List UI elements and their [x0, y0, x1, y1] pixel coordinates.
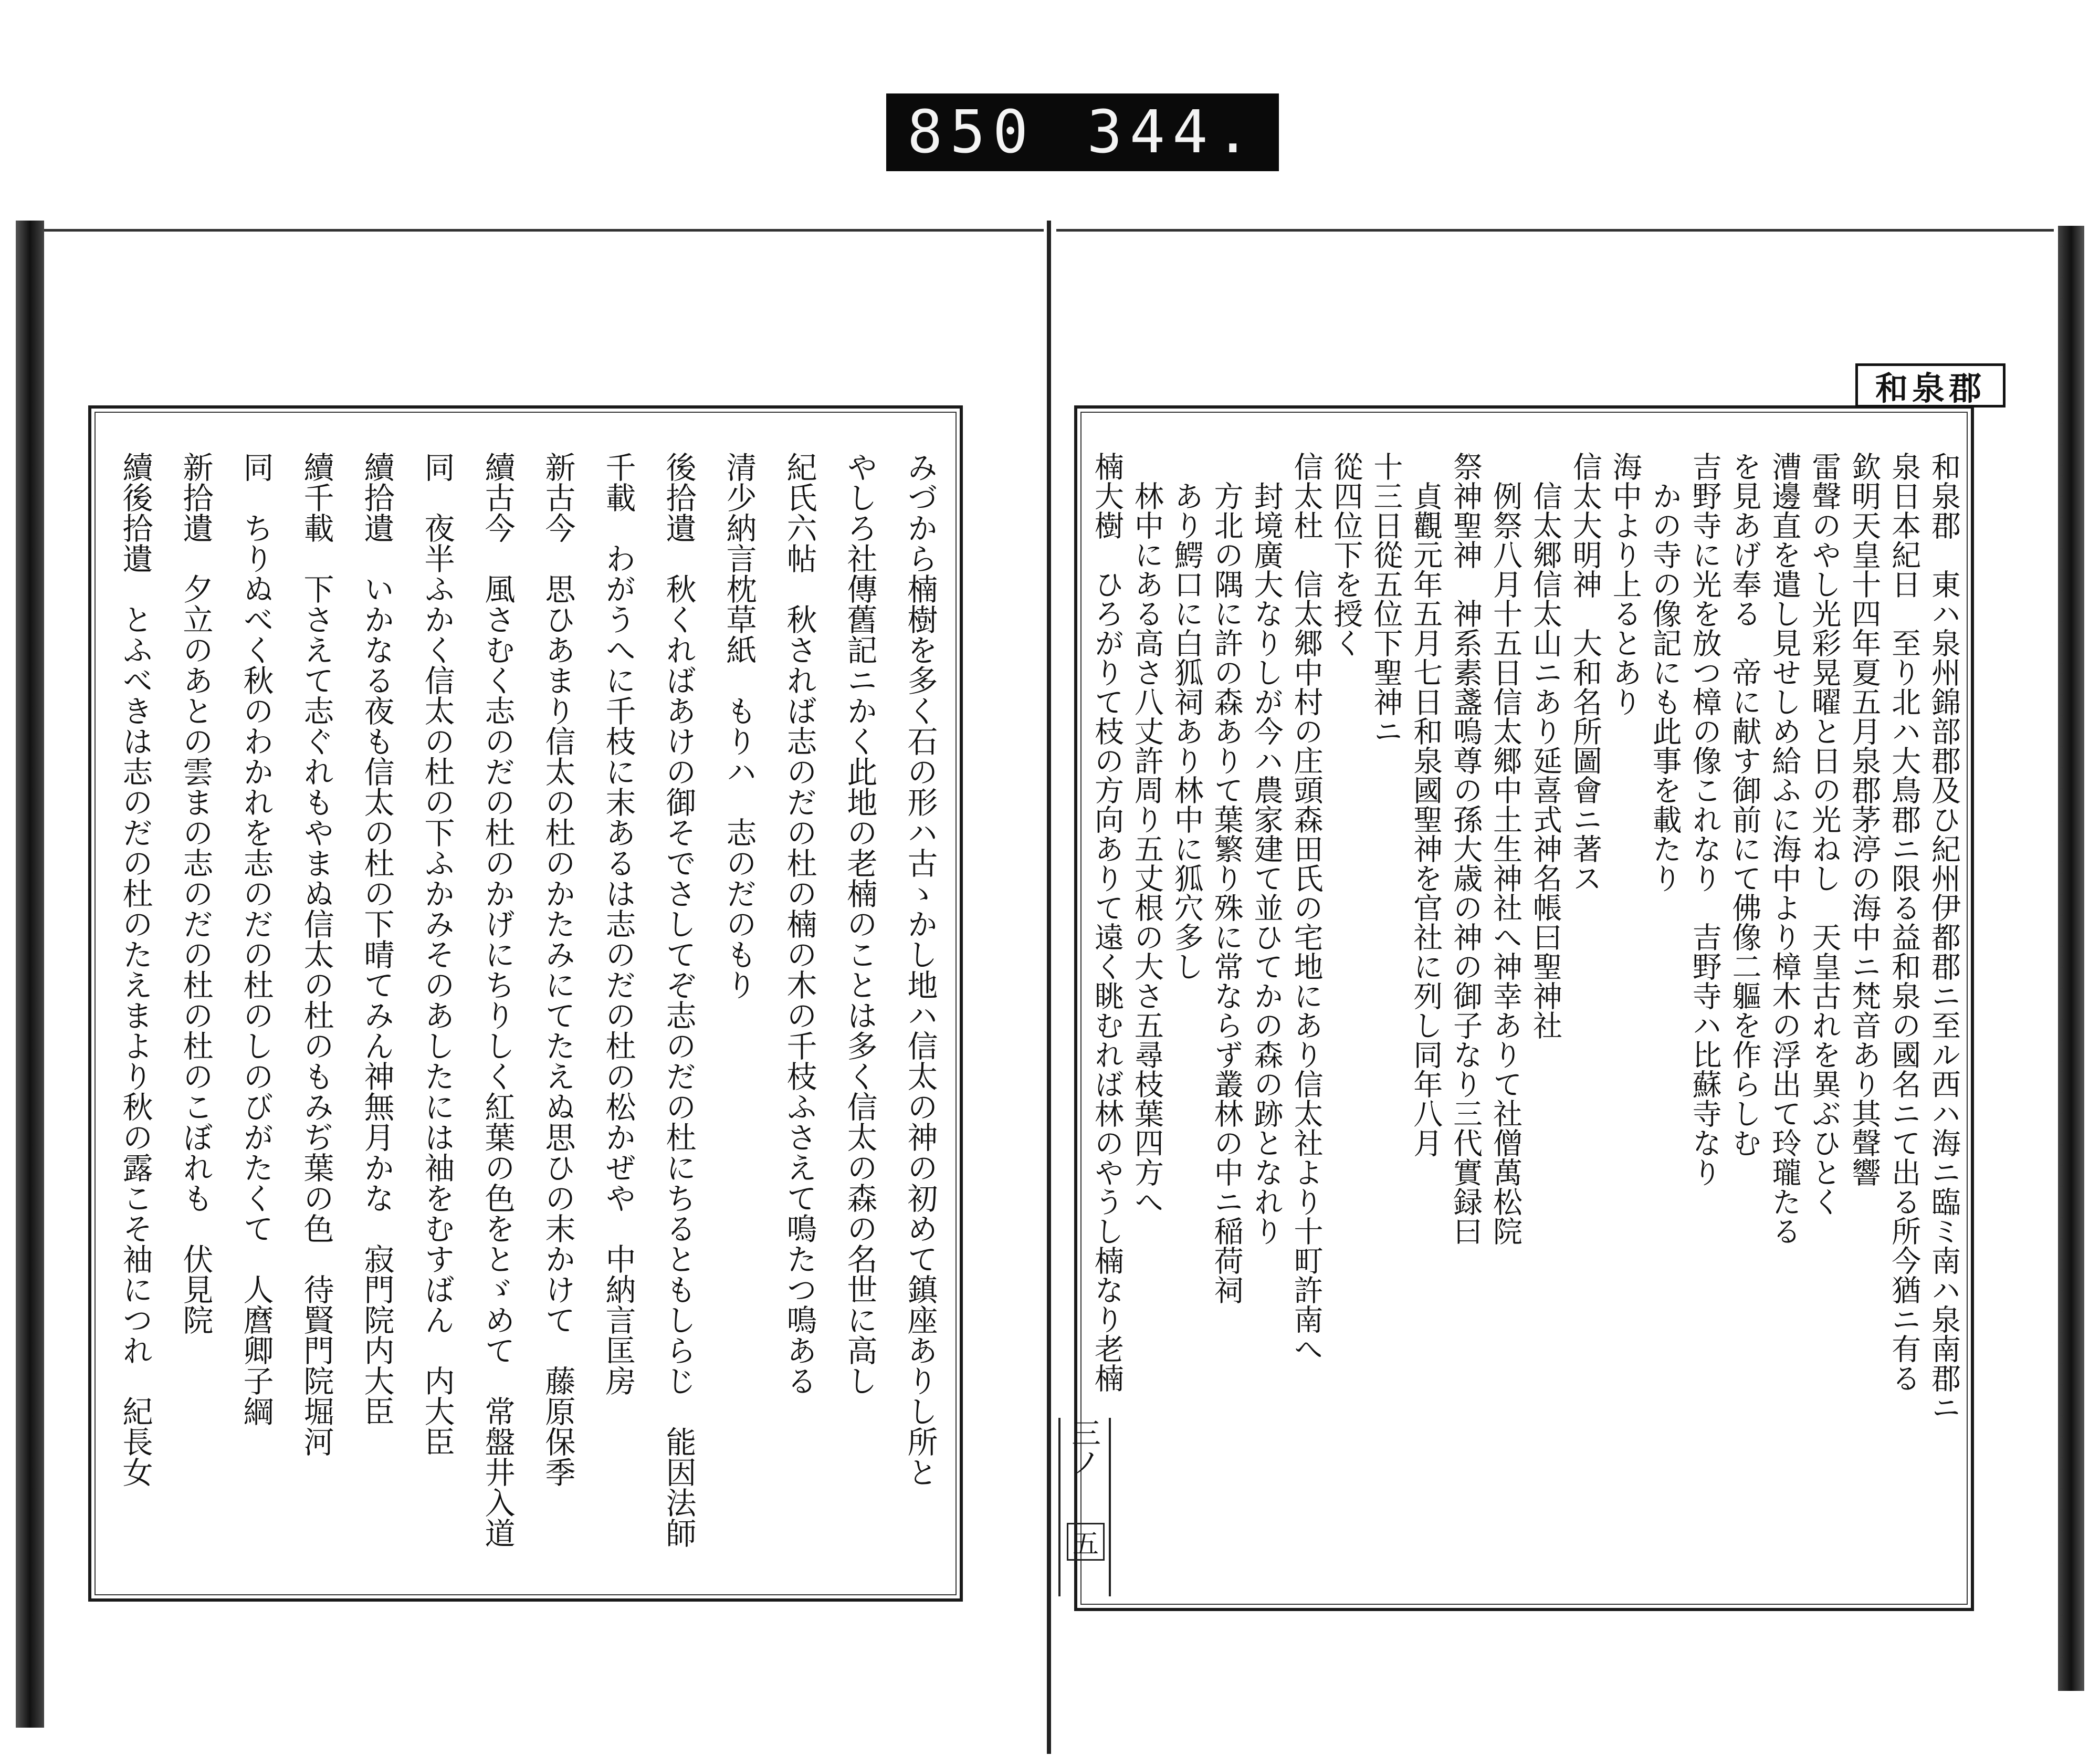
text-column: かの寺の像記にも此事を載たり — [1647, 452, 1682, 893]
text-column: 海中より上るとあり — [1608, 452, 1642, 716]
text-column: あり鰐口に白狐祠あり林中に狐穴多し — [1169, 452, 1204, 981]
text-column: 信太郷信太山ニあり延喜式神名帳曰聖神社 — [1528, 452, 1562, 1040]
folio-upper-label: 三ノ — [1067, 1418, 1101, 1477]
text-column: 封境廣大なりしが今ハ農家建て並ひてかの森の跡となれり — [1249, 452, 1284, 1246]
left-page-inner-frame — [94, 412, 957, 1595]
stamp-right-number: 344. — [1087, 98, 1258, 166]
text-column: 清少納言枕草紙 もりハ 志のだのもり — [721, 452, 757, 1000]
text-column: 漕邊直を遣し見せしめ給ふに海中より樟木の浮出て玲瓏たる — [1767, 452, 1802, 1246]
text-column: 楠大樹 ひろがりて枝の方向ありて遠く眺むれば林のやうし楠なり老楠 — [1089, 452, 1124, 1393]
text-column: 方北の隅に許の森ありて葉繁り殊に常ならず叢林の中ニ稲荷祠 — [1209, 452, 1244, 1304]
text-column: 從四位下を授く — [1329, 452, 1363, 657]
text-column: 千載 わがうへに千枝に末あるは志のだの杜の松かぜや 中納言匡房 — [600, 452, 636, 1396]
text-column: 十三日從五位下聖神ニ — [1369, 452, 1403, 746]
text-column: 紀氏六帖 秋されば志のだの杜の楠の木の千枝ふさえて鳴たつ鳴ある — [781, 452, 817, 1396]
folio-lower-label: 五 — [1067, 1523, 1105, 1561]
text-column: みづから楠樹を多く石の形ハ古ゝかし地ハ信太の神の初めて鎮座ありし所と — [902, 452, 938, 1487]
text-column: 信太大明神 大和名所圖會ニ著ス — [1568, 452, 1602, 893]
text-column: 續古今 風さむく志のだの杜のかげにちりしく紅葉の色をとゞめて 常盤井入道 — [479, 452, 516, 1548]
text-column: 新古今 思ひあまり信太の杜のかたみにてたえぬ思ひの末かけて 藤原保季 — [540, 452, 576, 1487]
text-column: 同 夜半ふかく信太の杜の下ふかみそのあしたには袖をむすばん 内大臣 — [419, 452, 455, 1457]
text-column: 和泉郡 東ハ泉州錦部郡及ひ紀州伊都郡ニ至ル西ハ海ニ臨ミ南ハ泉南郡ニ — [1927, 452, 1961, 1422]
page-top-edge-left — [44, 229, 1044, 232]
text-column: 新拾遺 夕立のあとの雲まの志のだの杜の杜のこぼれも 伏見院 — [177, 452, 214, 1335]
section-tag: 和泉郡 — [1855, 363, 2006, 407]
text-column: 例祭八月十五日信太郷中土生神社へ神幸ありて社僧萬松院 — [1488, 452, 1523, 1246]
text-column: を見あげ奉る 帝に献す御前にて佛像二軀を作らしむ — [1727, 452, 1762, 1157]
text-column: 林中にある高さ八丈許周り五丈根の大さ五尋枝葉四方へ — [1129, 452, 1164, 1216]
text-column: 續千載 下さえて志ぐれもやまぬ信太の杜のもみぢ葉の色 待賢門院堀河 — [298, 452, 334, 1457]
text-column: 貞觀元年五月七日和泉國聖神を官社に列し同年八月 — [1409, 452, 1443, 1157]
book-edge-right — [2058, 226, 2084, 1691]
text-column: 續拾遺 いかなる夜も信太の杜の下晴てみん神無月かな 寂門院内大臣 — [359, 452, 395, 1426]
text-column: 祭神聖神 神系素盞嗚尊の孫大歳の神の御子なり三代實録曰 — [1448, 452, 1483, 1246]
text-column: 吉野寺に光を放つ樟の像これなり 吉野寺ハ比蘇寺なり — [1687, 452, 1722, 1187]
text-column: 雷聲のやし光彩晃曜と日の光ねし 天皇古れを異ぶひとく — [1807, 452, 1842, 1216]
text-column: やしろ社傳舊記ニかく此地の老楠のことは多く信太の森の名世に高し — [842, 452, 878, 1396]
text-column: 欽明天皇十四年夏五月泉郡茅渟の海中ニ梵音あり其聲響 — [1847, 452, 1882, 1187]
book-edge-left — [16, 221, 44, 1728]
text-column: 泉日本紀日 至り北ハ大鳥郡ニ限る益和泉の國名ニて出る所今猶ニ有る — [1887, 452, 1922, 1393]
stamp-left-number: 850 — [907, 98, 1036, 166]
text-column: 後拾遺 秋くればあけの御そでさしてぞ志のだの杜にちるともしらじ 能因法師 — [660, 452, 697, 1548]
text-column: 信太杜 信太郷中村の庄頭森田氏の宅地にあり信太社より十町許南へ — [1289, 452, 1324, 1363]
book-spine — [1047, 221, 1051, 1754]
text-column: 續後拾遺 とふべきは志のだの杜のたえまより秋の露こそ袖につれ 紀長女 — [117, 452, 153, 1487]
page-top-edge-right — [1056, 229, 2054, 232]
text-column: 同 ちりぬべく秋のわかれを志のだの杜のしのびがたくて 人麿卿子綱 — [238, 452, 274, 1426]
archive-stamp — [886, 93, 1279, 171]
